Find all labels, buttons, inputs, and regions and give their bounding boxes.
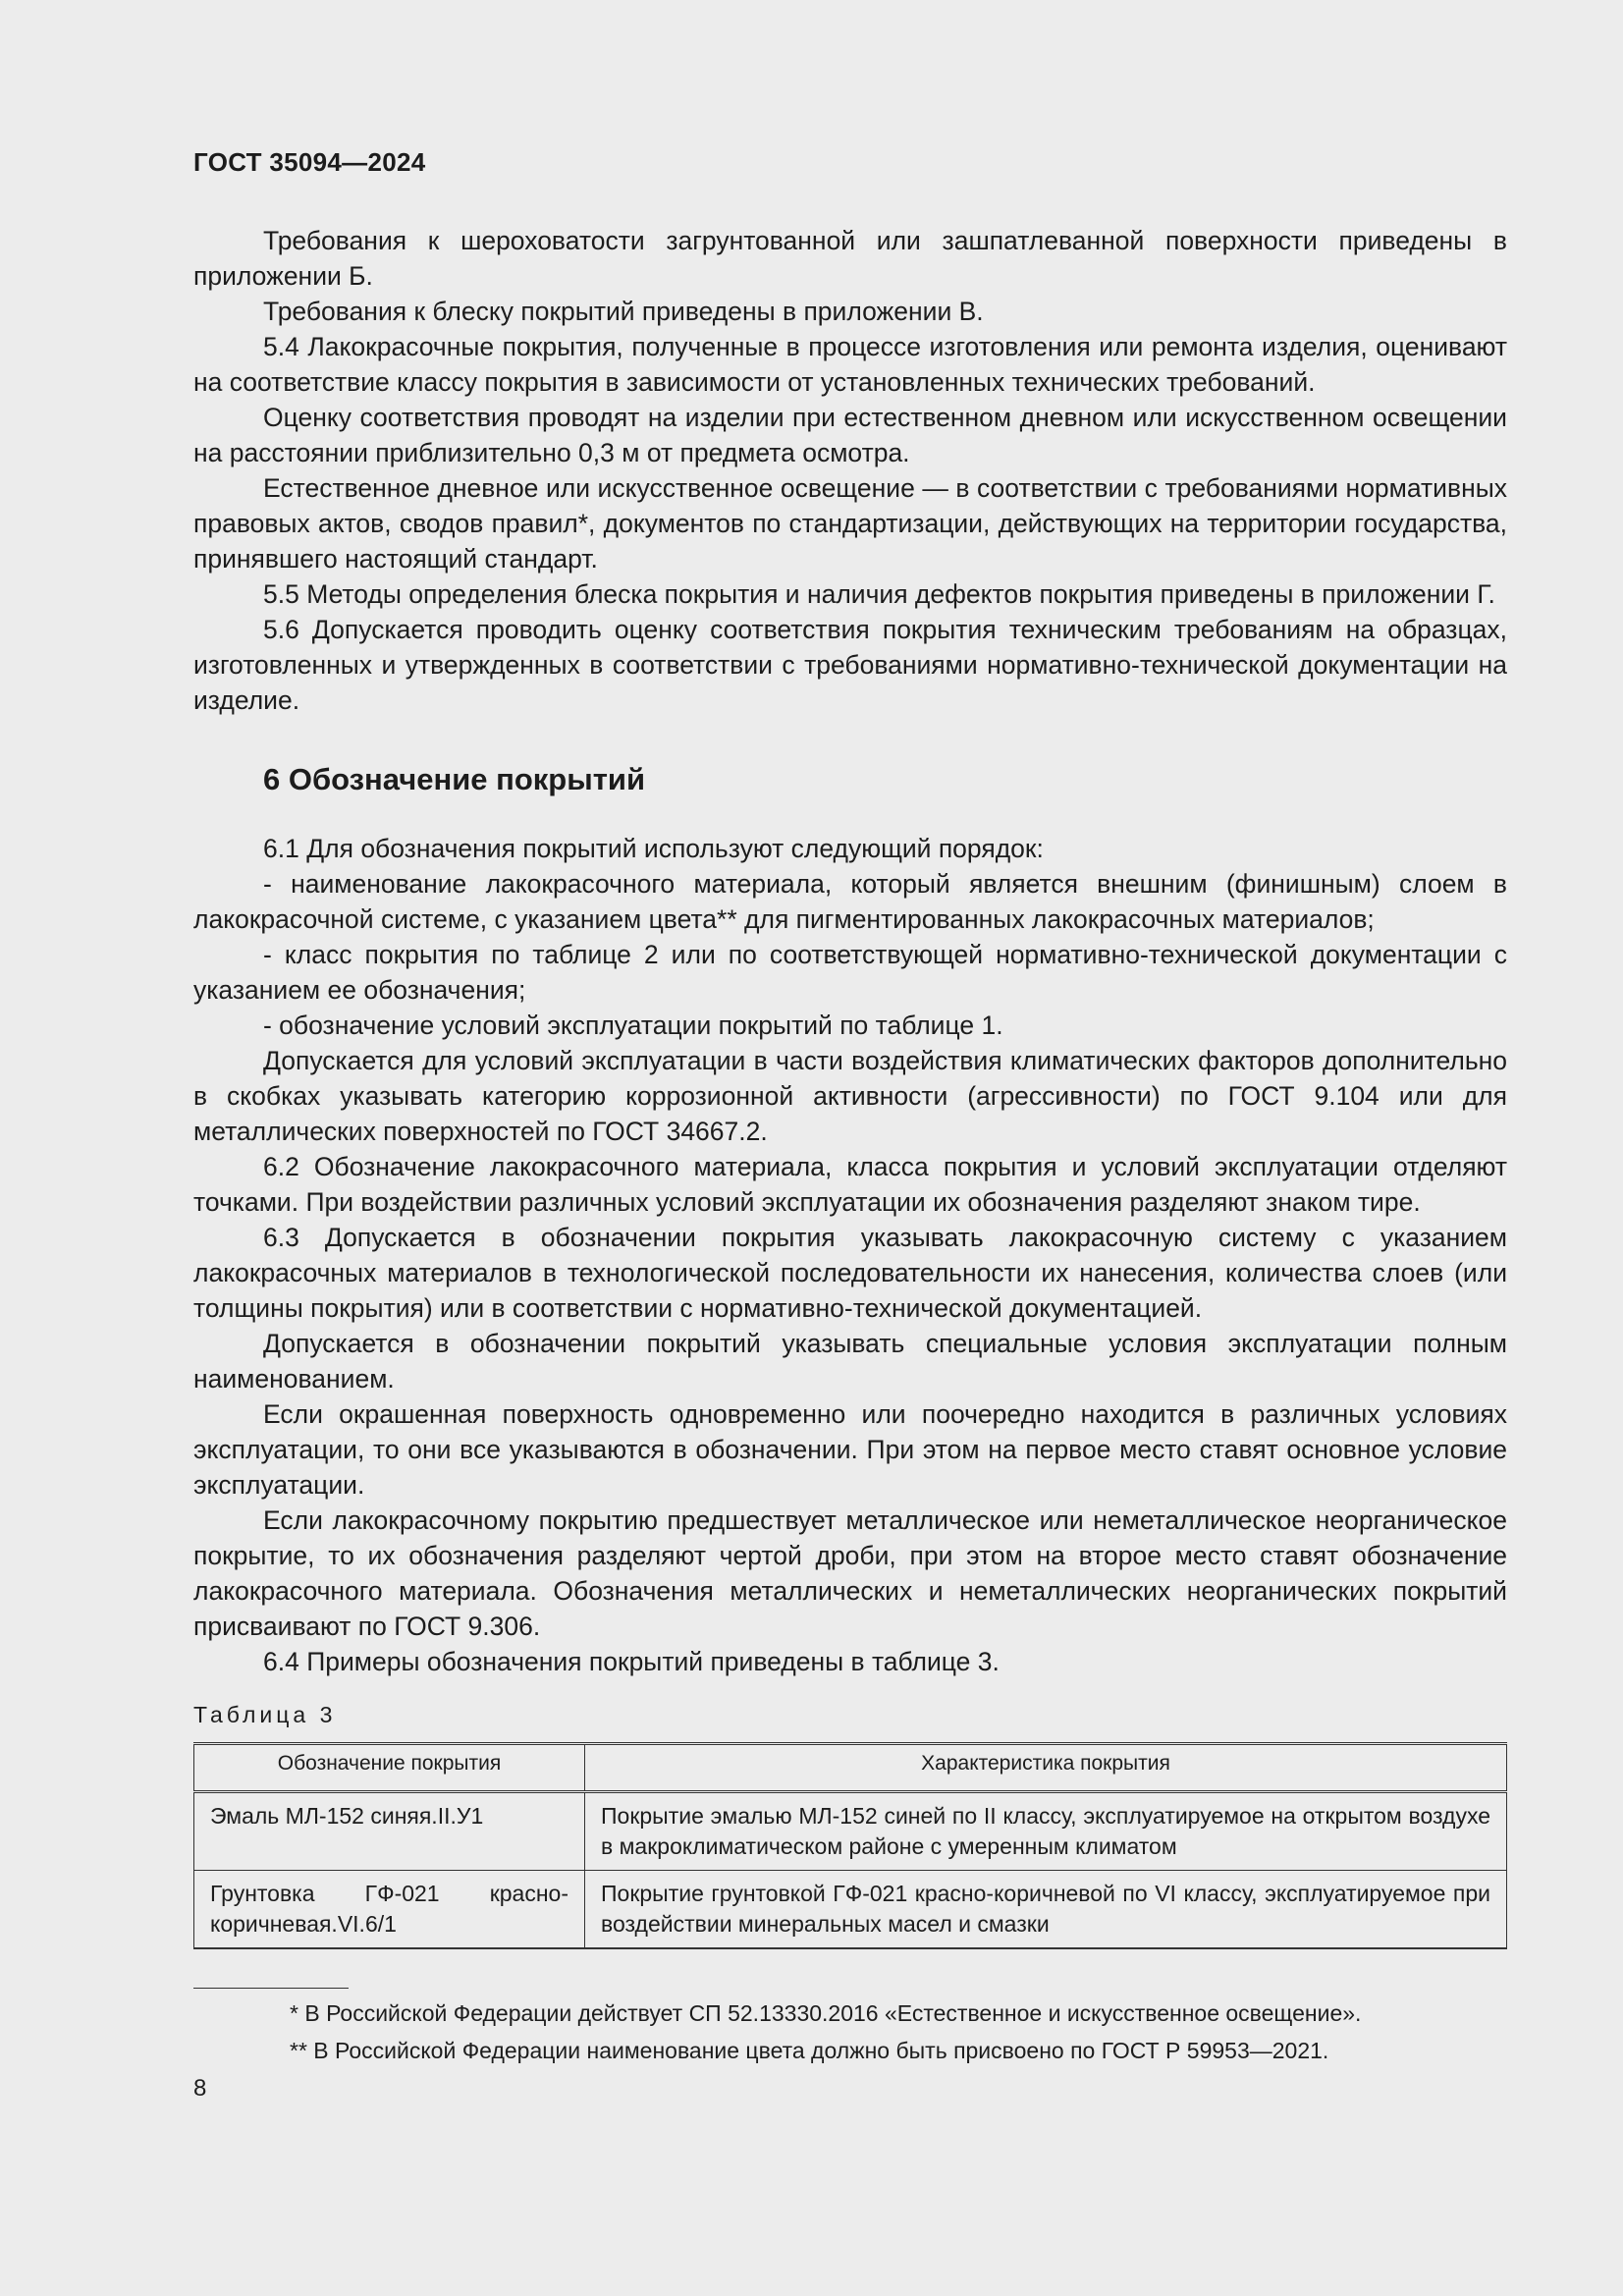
table-cell: Покрытие эмалью МЛ-152 синей по II классу, эксплуатируемое на открытом воздухе в макроклиматическом районе с умеренным климатом: [585, 1792, 1507, 1871]
paragraph: Требования к блеску покрытий приведены в приложении В.: [263, 297, 984, 326]
paragraph: 6.3 Допускается в обозначении покрытия указывать лакокрасочную систему с указанием лакокрасочных материалов в технологической последовательности их нанесения, количества слоев (или толщины покрытия) или в соответствии с нормативно-технической документацией.: [193, 1223, 1507, 1323]
list-item: - обозначение условий эксплуатации покрытий по таблице 1.: [263, 1011, 1003, 1040]
paragraph: 6.2 Обозначение лакокрасочного материала, класса покрытия и условий эксплуатации отделяют точками. При воздействии различных условий эксплуатации их обозначения разделяют знаком тире.: [193, 1152, 1507, 1217]
table-header-row: [194, 1744, 1507, 1792]
table-3: [193, 1742, 1507, 1949]
section-heading: 6 Обозначение покрытий: [263, 762, 645, 796]
paragraph: 5.5 Методы определения блеска покрытия и наличия дефектов покрытия приведены в приложении Г.: [263, 579, 1495, 609]
paragraph: Естественное дневное или искусственное освещение — в соответствии с требованиями нормативных правовых актов, сводов правил*, документов по стандартизации, действующих на территории государства, принявшего настоящий стандарт.: [193, 473, 1507, 574]
column-header: Характеристика покрытия: [585, 1744, 1507, 1792]
paragraph: Требования к шероховатости загрунтованной или зашпатлеванной поверхности приведены в приложении Б.: [193, 226, 1507, 291]
paragraph: 6.1 Для обозначения покрытий используют следующий порядок:: [263, 834, 1044, 863]
paragraph: Оценку соответствия проводят на изделии при естественном дневном или искусственном освещении на расстоянии приблизительно 0,3 м от предмета осмотра.: [193, 403, 1507, 467]
paragraph: Если окрашенная поверхность одновременно или поочередно находится в различных условиях эксплуатации, то они все указываются в обозначении. При этом на первое место ставят основное условие эксплуатации.: [193, 1399, 1507, 1500]
column-header: Обозначение покрытия: [194, 1744, 585, 1792]
footnote: ** В Российской Федерации наименование цвета должно быть присвоено по ГОСТ Р 59953—2021.: [290, 2038, 1329, 2063]
table-cell: Покрытие грунтовкой ГФ-021 красно-коричневой по VI классу, эксплуатируемое при воздействии минеральных масел и смазки: [585, 1871, 1507, 1949]
document-header: ГОСТ 35094—2024: [193, 147, 426, 177]
footnote: * В Российской Федерации действует СП 52.13330.2016 «Естественное и искусственное освещение».: [290, 2000, 1362, 2026]
list-item: - класс покрытия по таблице 2 или по соответствующей нормативно-технической документации с указанием ее обозначения;: [193, 940, 1507, 1005]
paragraph: 6.4 Примеры обозначения покрытий приведены в таблице 3.: [263, 1647, 1000, 1676]
paragraph: Допускается для условий эксплуатации в части воздействия климатических факторов дополнительно в скобках указывать категорию коррозионной активности (агрессивности) по ГОСТ 9.104 или для металлических поверхностей по ГОСТ 34667.2.: [193, 1046, 1507, 1146]
table-cell: Эмаль МЛ-152 синяя.II.У1: [194, 1792, 585, 1871]
table-cell: Грунтовка ГФ-021 красно-коричневая.VI.6/1: [194, 1871, 585, 1949]
paragraph: Допускается в обозначении покрытий указывать специальные условия эксплуатации полным наименованием.: [193, 1329, 1507, 1394]
table-caption: Таблица 3: [193, 1702, 337, 1727]
document-body: [193, 223, 1507, 1949]
page-number: 8: [193, 2075, 207, 2102]
paragraph: 5.6 Допускается проводить оценку соответствия покрытия техническим требованиям на образцах, изготовленных и утвержденных в соответствии с требованиями нормативно-технической документации на изделие.: [193, 615, 1507, 715]
list-item: - наименование лакокрасочного материала, который является внешним (финишным) слоем в лакокрасочной системе, с указанием цвета** для пигментированных лакокрасочных материалов;: [193, 869, 1507, 934]
paragraph: 5.4 Лакокрасочные покрытия, полученные в процессе изготовления или ремонта изделия, оценивают на соответствие классу покрытия в зависимости от установленных технических требований.: [193, 332, 1507, 397]
table-row: [194, 1792, 1507, 1871]
paragraph: Если лакокрасочному покрытию предшествует металлическое или неметаллическое неорганическое покрытие, то их обозначения разделяют чертой дроби, при этом на второе место ставят обозначение лакокрасочного материала. Обозначения металлических и неметаллических неорганических покрытий присваивают по ГОСТ 9.306.: [193, 1505, 1507, 1641]
footnote-separator: [193, 1988, 349, 1989]
table-row: [194, 1871, 1507, 1949]
